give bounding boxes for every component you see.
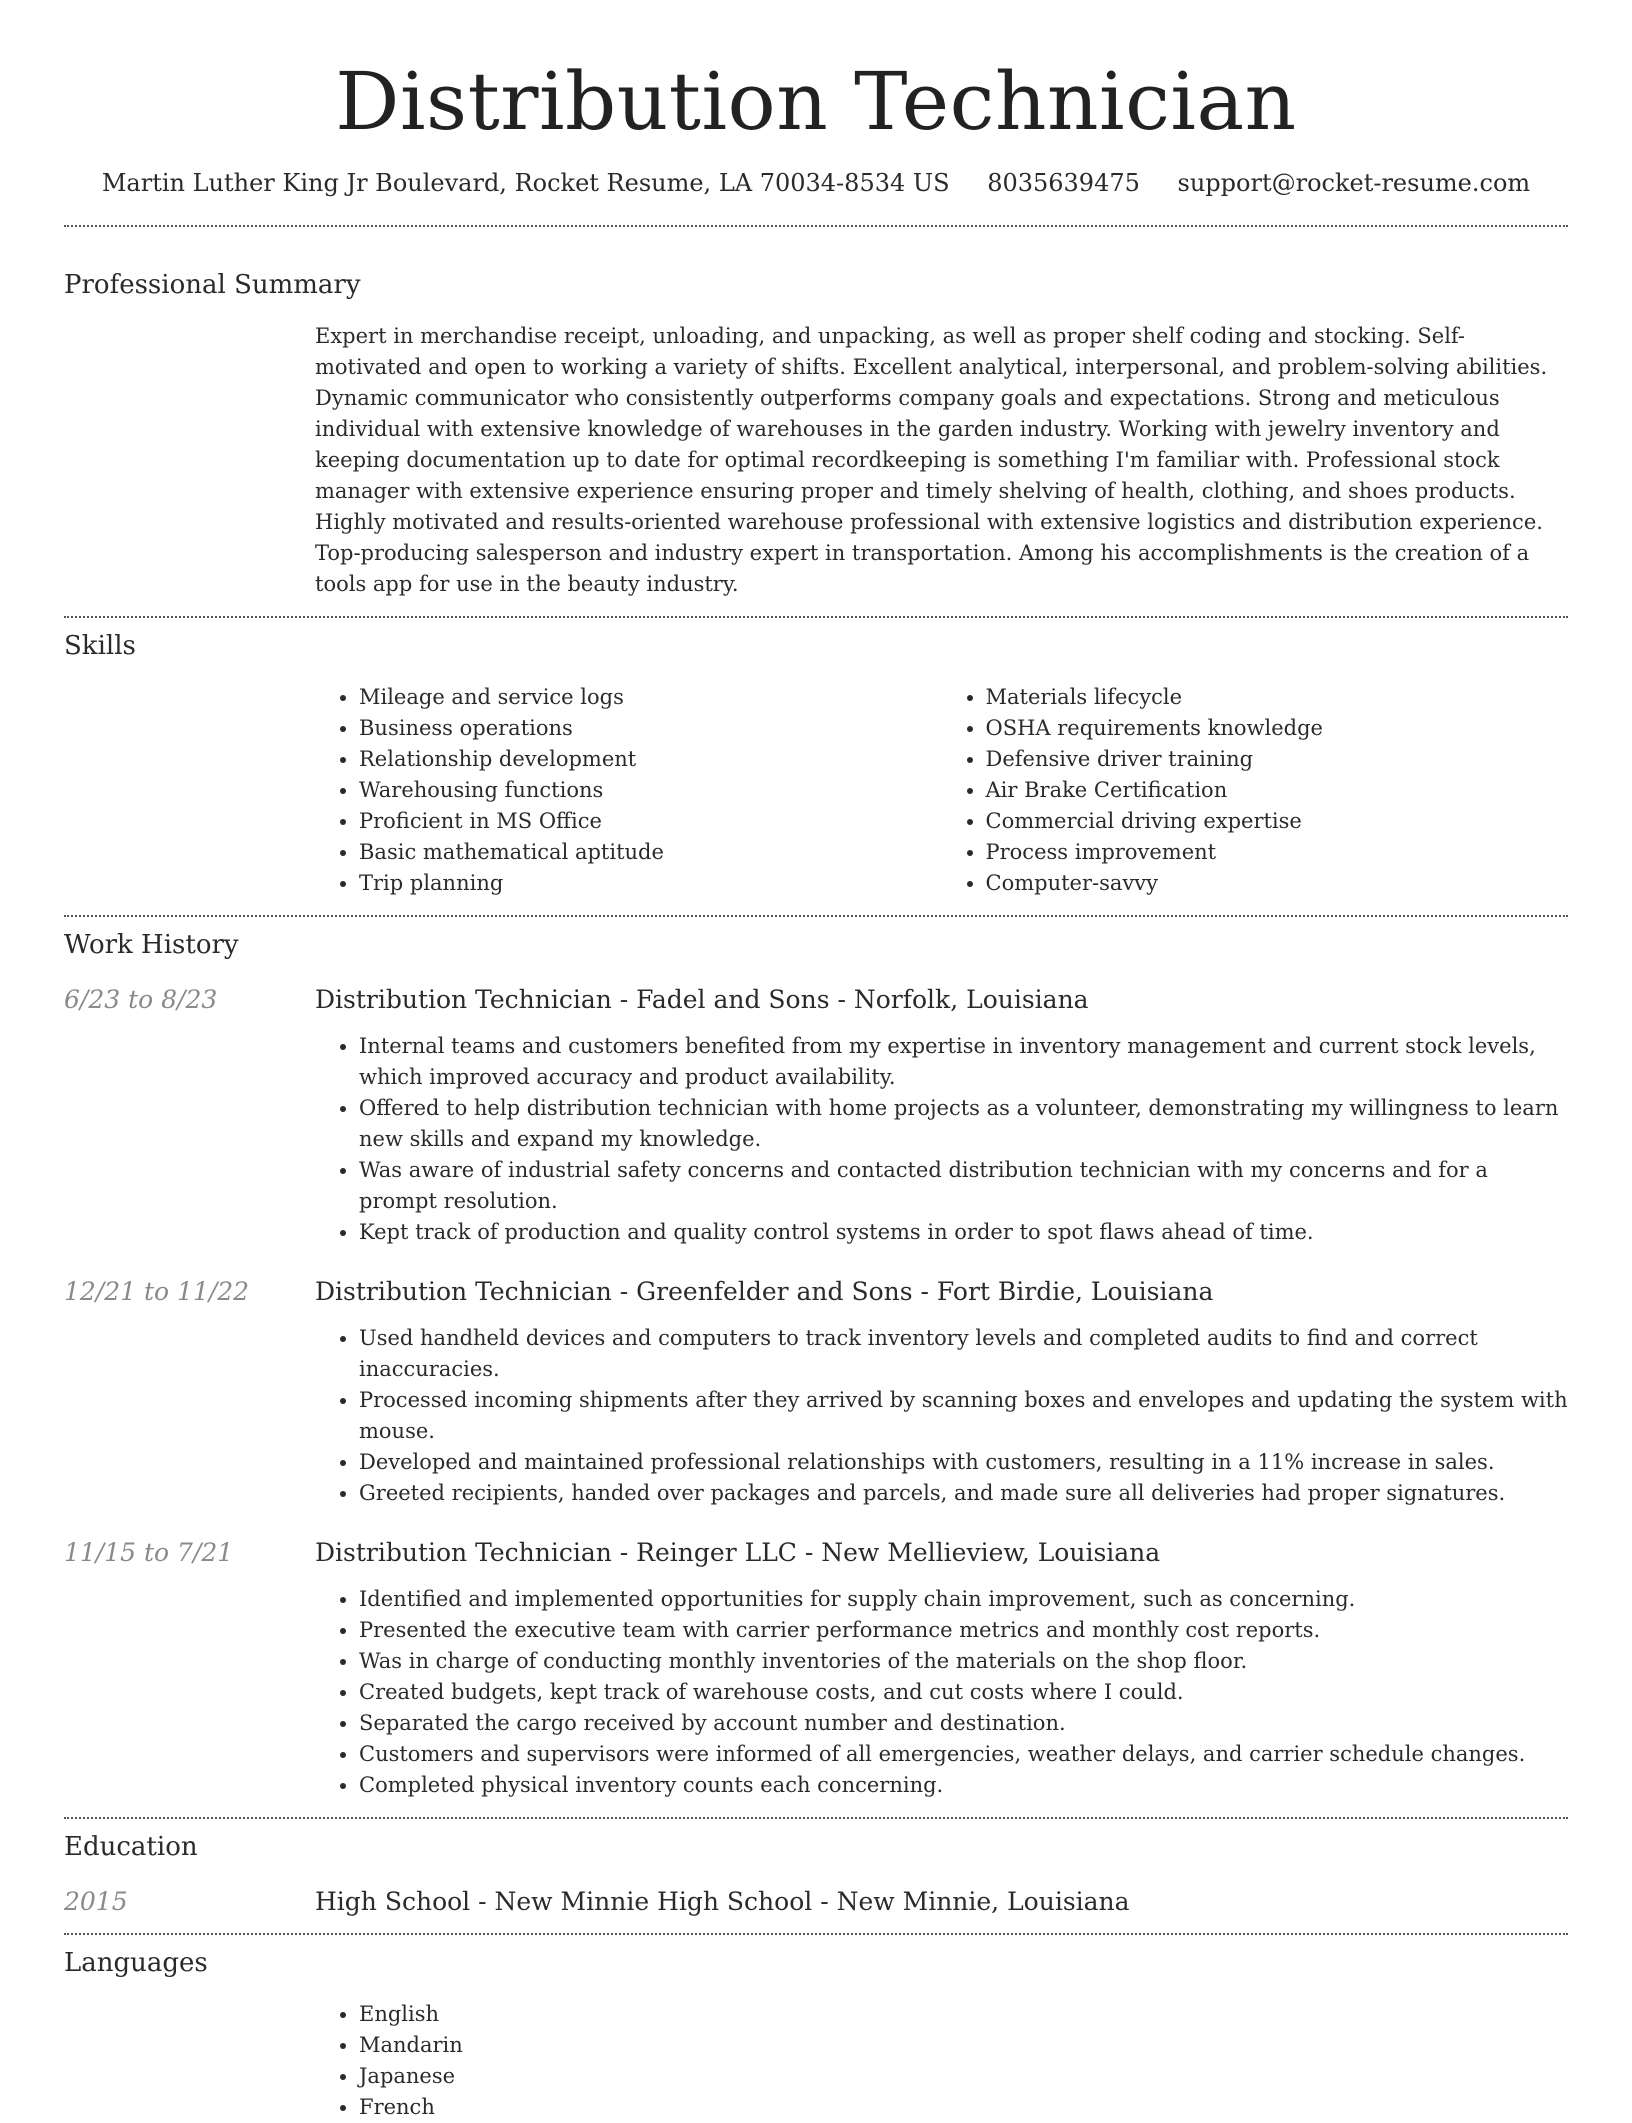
job-entry [64,1536,1568,1801]
contact-email: support@rocket-resume.com [1177,169,1531,197]
education-school: High School - New Minnie High School - New Minnie, Louisiana [315,1887,1130,1916]
job-duty: • Presented the executive team with carrier performance metrics and monthly cost reports. [359,1615,1568,1646]
education-entry [64,1885,1568,1919]
skill-item: • Process improvement [986,837,1569,868]
job-title: Distribution Technician - Reinger LLC - New Mellieview, Louisiana [315,1538,1161,1567]
job-duty: • Kept track of production and quality control systems in order to spot flaws ahead of time. [359,1217,1568,1248]
job-duty: • Separated the cargo received by account number and destination. [359,1708,1568,1739]
job-duty: • Greeted recipients, handed over packages and parcels, and made sure all deliveries had proper signatures. [359,1478,1568,1509]
job-duties [315,1584,1568,1801]
section-title-summary: Professional Summary [64,270,361,300]
job-duty: • Was in charge of conducting monthly inventories of the materials on the shop floor. [359,1646,1568,1677]
skill-item: • Business operations [359,713,942,744]
job-header [64,983,1568,1017]
job-duties [315,1323,1568,1509]
job-entry [64,1275,1568,1509]
language-item: • Mandarin [359,2030,1568,2061]
contact-phone: 8035639475 [987,169,1140,197]
skill-item: • Defensive driver training [986,744,1569,775]
contact-line [64,166,1568,200]
section-title-languages: Languages [64,1948,208,1978]
job-duty: • Developed and maintained professional relationships with customers, resulting in a 11% increase in sales. [359,1447,1568,1478]
job-title: Distribution Technician - Greenfelder and Sons - Fort Birdie, Louisiana [315,1277,1214,1306]
job-duty: • Completed physical inventory counts each concerning. [359,1770,1568,1801]
skill-item: • Trip planning [359,868,942,899]
section-divider [64,1933,1568,1935]
skill-item: • Computer-savvy [986,868,1569,899]
job-duty: • Was aware of industrial safety concerns and contacted distribution technician with my concerns and for a prompt resolution. [359,1155,1568,1217]
job-duty: • Customers and supervisors were informed of all emergencies, weather delays, and carrier schedule changes. [359,1739,1568,1770]
section-divider [64,915,1568,917]
job-duties [315,1031,1568,1248]
job-duty: • Created budgets, kept track of warehouse costs, and cut costs where I could. [359,1677,1568,1708]
job-duty: • Internal teams and customers benefited from my expertise in inventory management and current stock levels, which improved accuracy and product availability. [359,1031,1568,1093]
section-title-work: Work History [64,930,239,960]
language-item: • French [359,2092,1568,2123]
education-year: 2015 [64,1887,128,1916]
skill-item: • Basic mathematical aptitude [359,837,942,868]
job-duty: • Identified and implemented opportunities for supply chain improvement, such as concerning. [359,1584,1568,1615]
skill-item: • Air Brake Certification [986,775,1569,806]
section-title-skills: Skills [64,631,136,661]
contact-address: Martin Luther King Jr Boulevard, Rocket Resume, LA 70034-8534 US [101,169,950,197]
language-item: • Japanese [359,2061,1568,2092]
job-dates: 6/23 to 8/23 [64,985,218,1014]
job-header [64,1275,1568,1309]
candidate-name: Distribution Technician [335,55,1297,148]
skill-item: • Mileage and service logs [359,682,942,713]
summary-text: Expert in merchandise receipt, unloading, and unpacking, as well as proper shelf coding and stocking. Self-motivated and open to working a variety of shifts. Excellent analytical, interpersonal, and problem-solving abilities. Dynamic communicator who consistently outperforms company goals and expectations. Strong and meticulous individual with extensive knowledge of warehouses in the garden industry. Working with jewelry inventory and keeping documentation up to date for optimal recordkeeping is something I'm familiar with. Professional stock manager with extensive experience ensuring proper and timely shelving of health, clothing, and shoes products. Highly motivated and results-oriented warehouse professional with extensive logistics and distribution experience. Top-producing salesperson and industry expert in transportation. Among his accomplishments is the creation of a tools app for use in the beauty industry. [315,324,1548,596]
language-item: • English [359,1999,1568,2030]
section-title-education: Education [64,1832,198,1862]
job-dates: 12/21 to 11/22 [64,1277,250,1306]
skill-item: • Warehousing functions [359,775,942,806]
resume-page [64,0,1568,2123]
section-divider [64,1817,1568,1819]
job-dates: 11/15 to 7/21 [64,1538,234,1567]
job-entry [64,983,1568,1248]
skills-column-left [315,682,942,899]
job-duty: • Processed incoming shipments after they arrived by scanning boxes and envelopes and updating the system with mouse. [359,1385,1568,1447]
skill-item: • OSHA requirements knowledge [986,713,1569,744]
skill-item: • Relationship development [359,744,942,775]
section-divider [64,616,1568,618]
section-divider [64,225,1568,227]
skill-item: • Materials lifecycle [986,682,1569,713]
job-duty: • Used handheld devices and computers to track inventory levels and completed audits to find and correct inaccuracies. [359,1323,1568,1385]
job-header [64,1536,1568,1570]
job-duty: • Offered to help distribution technician with home projects as a volunteer, demonstrating my willingness to learn new skills and expand my knowledge. [359,1093,1568,1155]
skill-item: • Commercial driving expertise [986,806,1569,837]
job-title: Distribution Technician - Fadel and Sons - Norfolk, Louisiana [315,985,1089,1014]
skills-list [315,682,1568,899]
languages-list [315,1999,1568,2123]
skills-column-right [942,682,1569,899]
skill-item: • Proficient in MS Office [359,806,942,837]
